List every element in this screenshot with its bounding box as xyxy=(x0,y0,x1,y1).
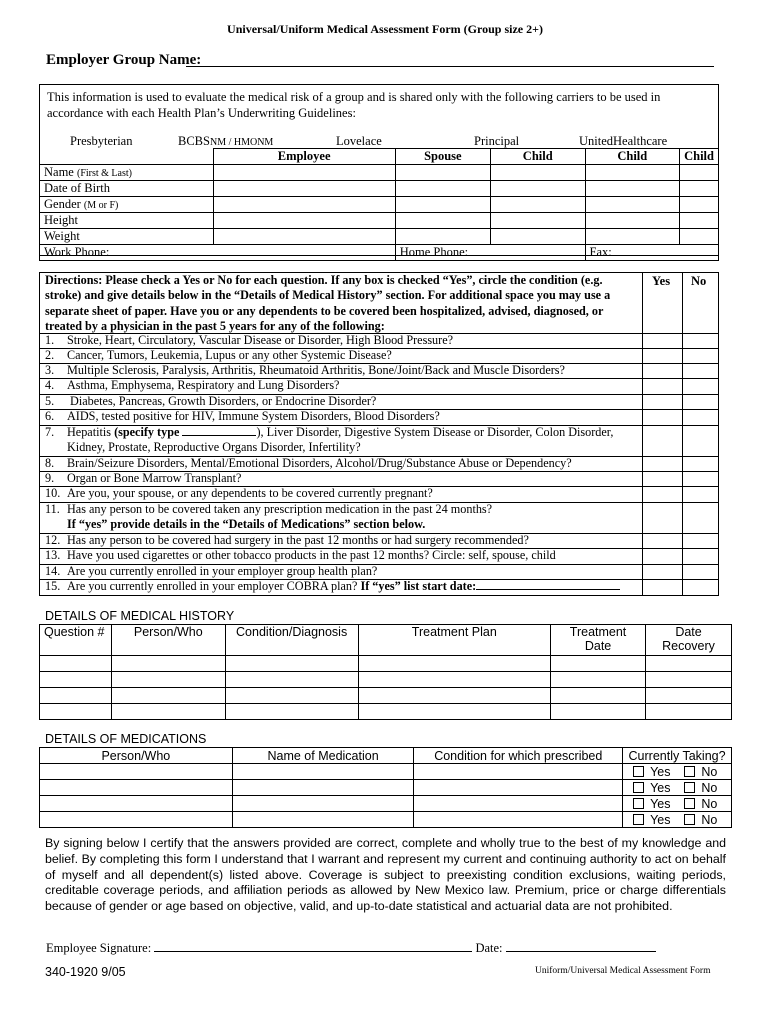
cell-input[interactable] xyxy=(213,197,395,213)
question-number: 13. xyxy=(45,548,61,562)
no-label: No xyxy=(701,764,718,779)
cell-input[interactable] xyxy=(551,704,646,720)
history-header-treatment-date xyxy=(551,625,646,656)
cell-input[interactable] xyxy=(680,197,719,213)
row-gender xyxy=(40,197,719,213)
cell-input[interactable] xyxy=(551,672,646,688)
label-name-text: Name xyxy=(44,165,74,179)
question-number: 14. xyxy=(45,564,61,578)
question-text: Hepatitis xyxy=(67,425,112,439)
history-row xyxy=(40,688,732,704)
cell-input[interactable] xyxy=(213,229,395,245)
date-label: Date: xyxy=(475,941,503,955)
no-column-header: No xyxy=(691,274,707,288)
certification-text: By signing below I certify that the answers provided are correct, complete and wholly true to the best of my knowledge and belief. By completing this form I understand that I warrant and represent my current and continuing authority to act on behalf of myself and all dependent(s) listed above. Coverage is subject to preexisting condition exclusions, waiting periods, creditable coverage periods, and affiliation periods as allowed by New Mexico law. Premium, price or charge differentials because of gender or age based on objective, valid, and up-to-date statistical and actuarial data are not prohibited. xyxy=(45,836,726,914)
work-phone-field[interactable]: Work Phone: xyxy=(40,245,396,261)
no-label: No xyxy=(701,812,718,827)
question-2 xyxy=(45,348,641,363)
cell-input[interactable] xyxy=(414,780,623,796)
cell-input[interactable] xyxy=(680,229,719,245)
medications-header-row xyxy=(40,748,732,764)
yes-label: Yes xyxy=(650,812,671,827)
cell-input[interactable] xyxy=(395,181,490,197)
hepatitis-type-input[interactable] xyxy=(182,435,256,436)
label-name xyxy=(40,165,214,181)
question-12 xyxy=(45,533,641,548)
cell-input[interactable] xyxy=(40,672,112,688)
cell-input[interactable] xyxy=(414,812,623,828)
cell-input[interactable] xyxy=(395,229,490,245)
yes-label: Yes xyxy=(650,780,671,795)
fax-field[interactable]: Fax: xyxy=(585,245,718,261)
header-child-1: Child xyxy=(490,149,585,165)
question-5 xyxy=(45,394,641,409)
cell-input[interactable] xyxy=(213,165,395,181)
cell-input[interactable] xyxy=(40,796,233,812)
cell-input[interactable] xyxy=(225,704,358,720)
carrier-bcbs-main: BCBS xyxy=(178,134,210,148)
question-number: 9. xyxy=(45,471,55,485)
cell-input[interactable] xyxy=(225,672,358,688)
cell-input[interactable] xyxy=(232,796,414,812)
cell-input[interactable] xyxy=(551,656,646,672)
signature-row xyxy=(46,941,656,956)
cobra-start-date-input[interactable] xyxy=(476,589,620,590)
cell-input[interactable] xyxy=(232,764,414,780)
question-text-bold: If “yes” provide details in the “Details of Medications” section below. xyxy=(67,517,426,532)
cell-input[interactable] xyxy=(490,229,585,245)
cell-input[interactable] xyxy=(551,688,646,704)
cell-input[interactable] xyxy=(414,796,623,812)
carrier-principal: Principal xyxy=(474,134,520,148)
label-name-note: (First & Last) xyxy=(76,168,132,179)
question-number: 6. xyxy=(45,409,55,423)
cell-input[interactable] xyxy=(646,704,732,720)
medications-header-condition: Condition for which prescribed xyxy=(414,748,623,764)
yes-label: Yes xyxy=(650,764,671,779)
header-employee: Employee xyxy=(213,149,395,165)
question-text: Organ or Bone Marrow Transplant? xyxy=(67,471,242,485)
cell-input[interactable] xyxy=(40,656,112,672)
cell-input[interactable] xyxy=(40,704,112,720)
cell-input[interactable] xyxy=(40,764,233,780)
question-1 xyxy=(45,333,641,348)
cell-input[interactable] xyxy=(680,181,719,197)
cell-input[interactable] xyxy=(680,165,719,181)
row-name xyxy=(40,165,719,181)
cell-input[interactable] xyxy=(225,688,358,704)
question-3 xyxy=(45,363,641,378)
yes-checkbox[interactable] xyxy=(633,798,644,809)
question-text: Are you currently enrolled in your employer group health plan? xyxy=(67,564,378,578)
question-text: AIDS, tested positive for HIV, Immune System Disorders, Blood Disorders? xyxy=(67,409,440,423)
question-text: Diabetes, Pancreas, Growth Disorders, or Endocrine Disorder? xyxy=(67,394,377,408)
member-header-blank xyxy=(40,149,214,165)
cell-input[interactable] xyxy=(585,229,680,245)
history-header-recovery-line1: Date xyxy=(675,625,702,639)
no-checkbox[interactable] xyxy=(684,814,695,825)
history-header-question: Question # xyxy=(40,625,112,656)
question-number: 1. xyxy=(45,333,55,347)
question-text: Has any person to be covered had surgery in the past 12 months or had surgery recommended? xyxy=(67,533,529,547)
cell-input[interactable] xyxy=(40,812,233,828)
yes-checkbox[interactable] xyxy=(633,782,644,793)
cell-input[interactable] xyxy=(358,688,551,704)
label-dob: Date of Birth xyxy=(40,181,214,197)
cell-input[interactable] xyxy=(225,656,358,672)
cell-input[interactable] xyxy=(111,688,225,704)
question-text: Cancer, Tumors, Leukemia, Lupus or any other Systemic Disease? xyxy=(67,348,392,362)
question-number: 2. xyxy=(45,348,55,362)
cell-input[interactable] xyxy=(213,181,395,197)
cell-input[interactable] xyxy=(646,688,732,704)
question-text: Asthma, Emphysema, Respiratory and Lung Disorders? xyxy=(67,378,340,392)
question-number: 5. xyxy=(45,394,55,408)
history-header-row xyxy=(40,625,732,656)
question-8 xyxy=(45,456,641,471)
cell-input[interactable] xyxy=(585,197,680,213)
no-checkbox[interactable] xyxy=(684,782,695,793)
question-number: 12. xyxy=(45,533,61,547)
yes-column-header: Yes xyxy=(652,274,671,288)
home-phone-field[interactable]: Home Phone: xyxy=(395,245,585,261)
medical-history-table xyxy=(39,624,732,720)
cell-input[interactable] xyxy=(490,165,585,181)
history-header-treatment-date-line1: Treatment xyxy=(569,625,627,639)
employer-group-label: Employer Group Name: xyxy=(46,52,202,68)
history-header-person: Person/Who xyxy=(111,625,225,656)
medication-row xyxy=(40,780,732,796)
medications-header-person: Person/Who xyxy=(40,748,233,764)
currently-taking-cell xyxy=(623,796,732,812)
cell-input[interactable] xyxy=(395,197,490,213)
yes-label: Yes xyxy=(650,796,671,811)
cell-input[interactable] xyxy=(395,213,490,229)
history-row xyxy=(40,704,732,720)
cell-input[interactable] xyxy=(490,197,585,213)
history-heading: DETAILS OF MEDICAL HISTORY xyxy=(45,609,235,623)
employer-group-input[interactable] xyxy=(186,66,714,67)
question-text: Have you used cigarettes or other tobacco products in the past 12 months? Circle: self, spouse, child xyxy=(67,548,556,562)
cell-input[interactable] xyxy=(585,213,680,229)
no-label: No xyxy=(701,796,718,811)
question-10 xyxy=(45,486,641,501)
cell-input[interactable] xyxy=(111,672,225,688)
header-child-2: Child xyxy=(585,149,680,165)
row-dob xyxy=(40,181,719,197)
footer-title: Uniform/Universal Medical Assessment Form xyxy=(535,966,711,976)
history-row xyxy=(40,656,732,672)
no-checkbox[interactable] xyxy=(684,766,695,777)
cell-input[interactable] xyxy=(232,780,414,796)
cell-input[interactable] xyxy=(646,672,732,688)
cell-input[interactable] xyxy=(358,704,551,720)
question-text: Are you currently enrolled in your employer COBRA plan? xyxy=(67,579,358,593)
label-gender xyxy=(40,197,214,213)
question-number: 3. xyxy=(45,363,55,377)
question-text: ), Liver Disorder, Digestive System Disease or Disorder, Colon Disorder, xyxy=(256,425,614,439)
question-text: Multiple Sclerosis, Paralysis, Arthritis, Rheumatoid Arthritis, Bone/Joint/Back and Muscle Disorders? xyxy=(67,363,565,377)
no-checkbox[interactable] xyxy=(684,798,695,809)
history-header-recovery xyxy=(646,625,732,656)
question-text: Kidney, Prostate, Reproductive Organs Disorder, Infertility? xyxy=(67,440,361,455)
currently-taking-cell xyxy=(623,812,732,828)
question-4 xyxy=(45,378,641,393)
history-header-plan: Treatment Plan xyxy=(358,625,551,656)
question-13 xyxy=(45,548,641,563)
question-15 xyxy=(45,579,641,594)
cell-input[interactable] xyxy=(395,165,490,181)
medication-row xyxy=(40,812,732,828)
row-phones xyxy=(40,245,719,261)
medication-row xyxy=(40,764,732,780)
question-14 xyxy=(45,564,641,579)
carrier-lovelace: Lovelace xyxy=(336,134,382,148)
row-height xyxy=(40,213,719,229)
question-number: 11. xyxy=(45,502,60,516)
carrier-bcbs-suffix: NM / HMONM xyxy=(209,137,274,148)
cell-input[interactable] xyxy=(40,780,233,796)
cell-input[interactable] xyxy=(111,656,225,672)
row-weight xyxy=(40,229,719,245)
directions-text: Directions: Please check a Yes or No for each question. If any box is checked “Yes”, circle the condition (e.g. stroke) and give details below in the “Details of Medical History” section. For additional space you may use a separate sheet of paper. Have you or any dependents to be covered been hospitalized, advised, diagnosed, or treated by a physician in the past 5 years for any of the following: xyxy=(45,273,611,333)
question-text: Are you, your spouse, or any dependents to be covered currently pregnant? xyxy=(67,486,433,500)
question-9 xyxy=(45,471,641,486)
label-gender-note: (M or F) xyxy=(83,200,119,211)
label-gender-text: Gender xyxy=(44,197,81,211)
cell-input[interactable] xyxy=(585,181,680,197)
carrier-bcbs xyxy=(178,134,273,149)
question-7 xyxy=(45,425,641,456)
history-header-treatment-date-line2: Date xyxy=(584,639,612,653)
intro-text: This information is used to evaluate the medical risk of a group and is shared only with the following carriers to be used in accordance with each Health Plan’s Underwriting Guidelines: xyxy=(47,90,661,120)
question-number: 15. xyxy=(45,579,61,593)
history-header-condition: Condition/Diagnosis xyxy=(225,625,358,656)
cell-input[interactable] xyxy=(232,812,414,828)
currently-taking-cell xyxy=(623,764,732,780)
question-text: Has any person to be covered taken any prescription medication in the past 24 months? xyxy=(67,502,493,516)
label-weight: Weight xyxy=(40,229,214,245)
question-text-bold: If “yes” list start date: xyxy=(360,579,477,593)
cell-input[interactable] xyxy=(414,764,623,780)
yes-checkbox[interactable] xyxy=(633,766,644,777)
date-input[interactable] xyxy=(506,951,656,952)
question-number: 7. xyxy=(45,425,55,439)
form-number: 340-1920 9/05 xyxy=(45,965,126,979)
cell-input[interactable] xyxy=(358,672,551,688)
question-text: Stroke, Heart, Circulatory, Vascular Disease or Disorder, High Blood Pressure? xyxy=(67,333,454,347)
label-height: Height xyxy=(40,213,214,229)
yes-checkbox[interactable] xyxy=(633,814,644,825)
member-table xyxy=(39,148,719,261)
history-row xyxy=(40,672,732,688)
question-number: 8. xyxy=(45,456,55,470)
cell-input[interactable] xyxy=(40,688,112,704)
question-text-bold: (specify type xyxy=(114,425,180,439)
cell-input[interactable] xyxy=(680,213,719,229)
carrier-presbyterian: Presbyterian xyxy=(70,134,133,148)
header-spouse: Spouse xyxy=(395,149,490,165)
carrier-unitedhealthcare: UnitedHealthcare xyxy=(579,134,668,148)
currently-taking-cell xyxy=(623,780,732,796)
cell-input[interactable] xyxy=(111,704,225,720)
cell-input[interactable] xyxy=(490,213,585,229)
medications-heading: DETAILS OF MEDICATIONS xyxy=(45,732,207,746)
form-title: Universal/Uniform Medical Assessment Form (Group size 2+) xyxy=(227,22,543,36)
question-number: 4. xyxy=(45,378,55,392)
question-text: Brain/Seizure Disorders, Mental/Emotional Disorders, Alcohol/Drug/Substance Abuse or Dependency? xyxy=(67,456,572,470)
header-child-3: Child xyxy=(680,149,719,165)
no-label: No xyxy=(701,780,718,795)
medication-row xyxy=(40,796,732,812)
question-11 xyxy=(45,502,641,533)
cell-input[interactable] xyxy=(646,656,732,672)
medications-header-taking: Currently Taking? xyxy=(623,748,732,764)
cell-input[interactable] xyxy=(213,213,395,229)
medications-table xyxy=(39,747,732,828)
question-number: 10. xyxy=(45,486,61,500)
cell-input[interactable] xyxy=(490,181,585,197)
signature-input[interactable] xyxy=(154,951,472,952)
cell-input[interactable] xyxy=(358,656,551,672)
question-6 xyxy=(45,409,641,424)
member-header-row xyxy=(40,149,719,165)
medications-header-name: Name of Medication xyxy=(232,748,414,764)
signature-label: Employee Signature: xyxy=(46,941,152,955)
cell-input[interactable] xyxy=(585,165,680,181)
history-header-recovery-line2: Recovery xyxy=(662,639,715,653)
